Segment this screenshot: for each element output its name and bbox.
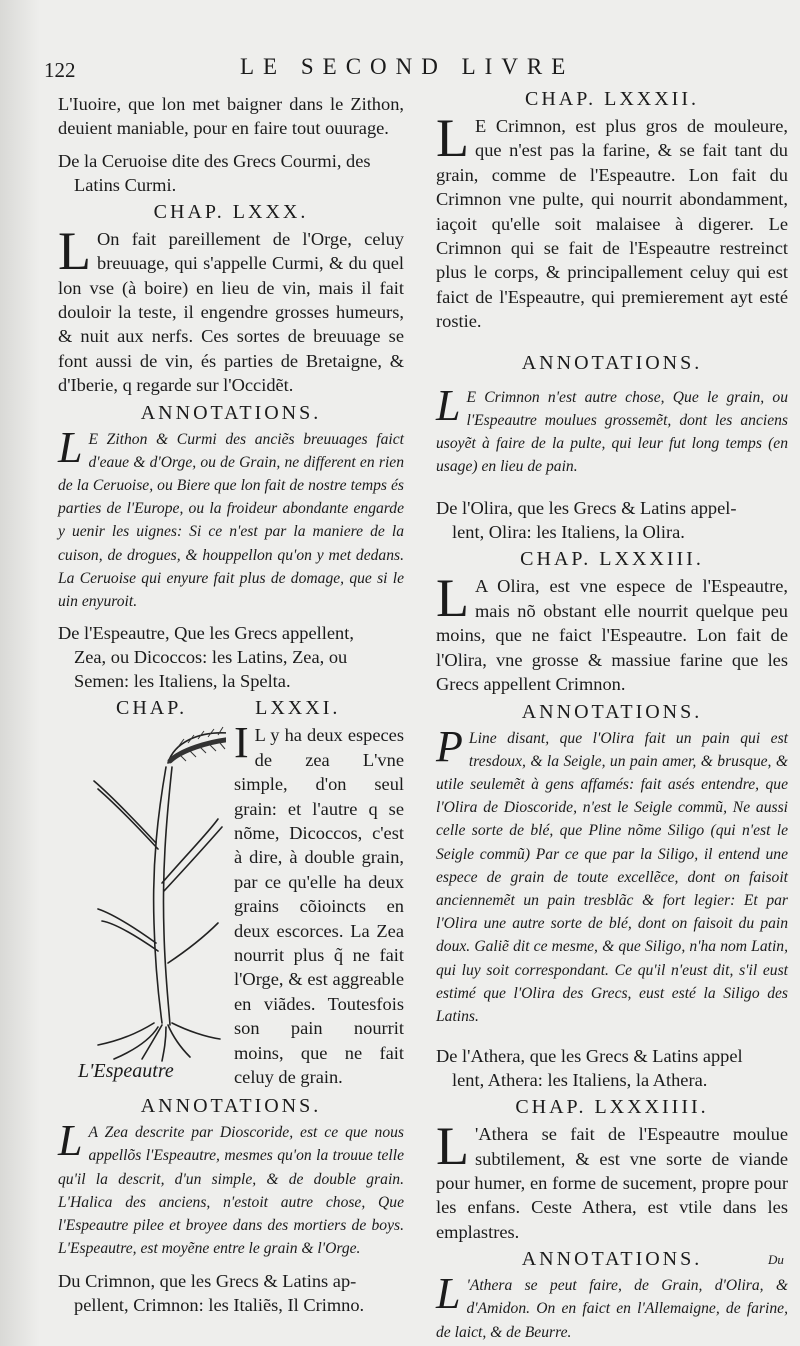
title-line: Semen: les Italiens, la Spelta. — [74, 671, 291, 692]
annotations-heading-84: ANNOTATIONS. — [521, 1248, 703, 1271]
title-line: De l'Olira, que les Grecs & Latins appel- — [436, 498, 737, 519]
annotations-heading-83: ANNOTATIONS. — [521, 700, 703, 723]
chapter-text-84 — [436, 1116, 788, 1244]
left-column — [58, 92, 404, 1317]
annotation-text: E Zithon & Curmi des anciẽs breuuages faict d'eaue & d'Orge, ou de Grain, ne different en rien de la Ceruoise, ou Biere que lon fait de nostre temps és parties de l'Europe, ou la froideur abondante engarde y uenir les uignes: Si ce n'est par la maniere de la cuison, de drogues, & houppellon qu'on y met dedans. La Ceruoise qui enyure fait plus de domage, que si le uin enyuroit. — [58, 430, 404, 611]
annotation-text-81 — [58, 1116, 404, 1260]
chapter-text-80 — [58, 220, 404, 398]
annotations-heading-81: ANNOTATIONS. — [140, 1095, 322, 1118]
figure-caption: L'Espeautre — [78, 1060, 174, 1083]
title-line: De l'Espeautre, Que les Grecs appellent, — [58, 623, 354, 644]
section-title-84 — [436, 1044, 788, 1092]
chap-number: LXXXI. — [255, 697, 341, 720]
annotations-heading-82: ANNOTATIONS. — [521, 351, 703, 374]
spelt-woodcut — [58, 723, 226, 1093]
continued-paragraph: L'Iuoire, que lon met baigner dans le Zithon, deuient maniable, pour en faire tout ouurage. — [58, 94, 404, 139]
chapter-heading-81 — [58, 695, 404, 721]
chapter-text: E Crimnon, est plus gros de mouleure, que n'est pas la farine, & se fait tant du grain, comme de l'Espeautre. Lon fait du Crimnon vne pulte, qui nourrit abondamment, iaçoit qu'elle soit malaisee à digerer. Le Crimnon qui se fait de l'Espeautre restreinct plus le corps, & principallement celuy qui est faict de l'Espeautre, qui premierement ayt esté rostie. — [436, 116, 788, 332]
section-title-83 — [436, 496, 788, 544]
chapter-text-83 — [436, 568, 788, 696]
chapter-text: 'Athera se fait de l'Espeautre moulue subtilement, & est vne sorte de viande pour humer, en forme de sucement, propre pour les enfans. Ceste Athera, est vtile dans les emplastres. — [436, 1124, 788, 1242]
annotation-text: Line disant, que l'Olira fait un pain qui est tresdoux, & la Seigle, un pain amer, & brusque, & utile seulemẽt à gens affamés: fait asés entendre, que l'Olira de Dioscoride, n'est le Seigle commũ, Ne aussi celle sorte de blé, que Pline nõme Siligo (qui n'est le Seigle commũ) Par ce que par la Siligo, il entend une espece de grain de toute excellẽce, dont on faisoit anciennemẽt un pain tresblãc & fort legier: Et par l'Olira une autre sorte de blé, dont on faisoit du pain doux. Galiẽ dit ce mesme, & que Siligo, n'ha nom Latin, qui luy soit correspondant. Ce qu'il n'eust dit, s'il eust estimé que l'Olira des Grecs, eust esté la Siligo des Latins. — [436, 729, 788, 1025]
section-title-81 — [58, 621, 404, 693]
chapter-text: L y ha deux especes de zea L'vne simple, d'on seul grain: et l'autre q se nõme, Dicoccos, c'est à dire, à double grain, par ce qu'elle ha deux grains cõioincts en deux escorces. La Zea nourrit plus q̃ ne fait l'Orge, & est aggreable en viãdes. Toutesfois son pain nourrit moins, que ne fait celuy de grain. — [234, 725, 404, 1087]
annotation-text: E Crimnon n'est autre chose, Que le grain, ou l'Espeautre moulues grossemẽt, dont les anciens usoyẽt à faire de la pulte, qui leur fut long temps (en usage) en lieu de pain. — [436, 388, 788, 476]
annotation-text-83 — [436, 721, 788, 1029]
chapter-heading-82: CHAP. LXXXII. — [525, 88, 699, 110]
title-line: lent, Olira: les Italiens, la Olira. — [452, 522, 685, 543]
drop-cap: L — [436, 568, 469, 629]
drop-cap: L — [58, 220, 91, 281]
drop-cap: L — [436, 108, 469, 168]
title-line: Latins Curmi. — [74, 174, 177, 195]
drop-cap: L — [436, 1269, 461, 1319]
title-line: pellent, Crimnon: les Italiẽs, Il Crimno. — [74, 1294, 365, 1315]
binding-shadow — [0, 0, 40, 1346]
title-line: Du Crimnon, que les Grecs & Latins ap- — [58, 1270, 357, 1291]
drop-cap: L — [436, 380, 461, 430]
title-line: De l'Athera, que les Grecs & Latins appel — [436, 1046, 743, 1067]
title-line: lent, Athera: les Italiens, la Athera. — [452, 1070, 708, 1091]
annotation-text-84 — [436, 1269, 788, 1344]
title-line: De la Ceruoise dite des Grecs Courmi, des — [58, 150, 371, 171]
chap-word: CHAP. — [116, 697, 188, 720]
section-title-80 — [58, 149, 404, 197]
drop-cap: L — [58, 422, 83, 472]
annotation-text: 'Athera se peut faire, de Grain, d'Olira, & d'Amidon. On en faict en l'Allemaigne, de farine, de laict, & de Beurre. — [436, 1277, 788, 1341]
chapter-text-82 — [436, 108, 788, 334]
page-number: 122 — [44, 58, 76, 82]
chapter-text: On fait pareillement de l'Orge, celuy breuuage, qui s'appelle Curmi, & du quel lon vse (à boire) en lieu de vin, mais il fait douloir la teste, il engendre grosses humeurs, & nuit aux nerfs. Ces sortes de breuuage se font aussi de vin, és parties de Bretaigne, & d'Iberie, q regarde sur l'Occidẽt. — [58, 228, 404, 396]
catchword: Du — [768, 1252, 784, 1267]
drop-cap: P — [436, 721, 463, 771]
spelt-plant-illustration — [58, 723, 226, 1063]
drop-cap: I — [234, 718, 249, 768]
right-column — [436, 84, 788, 1344]
annotation-text-80 — [58, 422, 404, 614]
section-title-82 — [58, 1269, 404, 1317]
drop-cap: L — [436, 1116, 469, 1177]
chapter-text: A Olira, est vne espece de l'Espeautre, mais nõ obstant elle nourrit quelque peu moins, que ne faict l'Espeautre. Lon fait de l'Olira, vne grosse & massiue farine que les Grecs appellent Crimnon. — [436, 576, 788, 695]
annotations-heading-80: ANNOTATIONS. — [140, 401, 322, 424]
running-title: LE SECOND LIVRE — [240, 54, 575, 79]
title-line: Zea, ou Dicoccos: les Latins, Zea, ou — [74, 647, 348, 668]
chapter-heading-80: CHAP. LXXX. — [153, 200, 309, 223]
annotation-text: A Zea descrite par Dioscoride, est ce que nous appellõs l'Espeautre, mesmes qu'on la trouue telle qu'il la descrit, d'un simple, & de double grain. L'Halica des anciens, n'estoit autre chose, Que l'Espeautre pilee et broyee dans des mortiers de boys. L'Espeautre, est moyẽne entre le grain & l'Orge. — [58, 1124, 404, 1258]
chapter-heading-83: CHAP. LXXXIII. — [520, 548, 704, 571]
drop-cap: L — [58, 1116, 83, 1166]
chapter-heading-84: CHAP. LXXXIIII. — [515, 1096, 709, 1119]
annotation-text-82 — [436, 380, 788, 479]
